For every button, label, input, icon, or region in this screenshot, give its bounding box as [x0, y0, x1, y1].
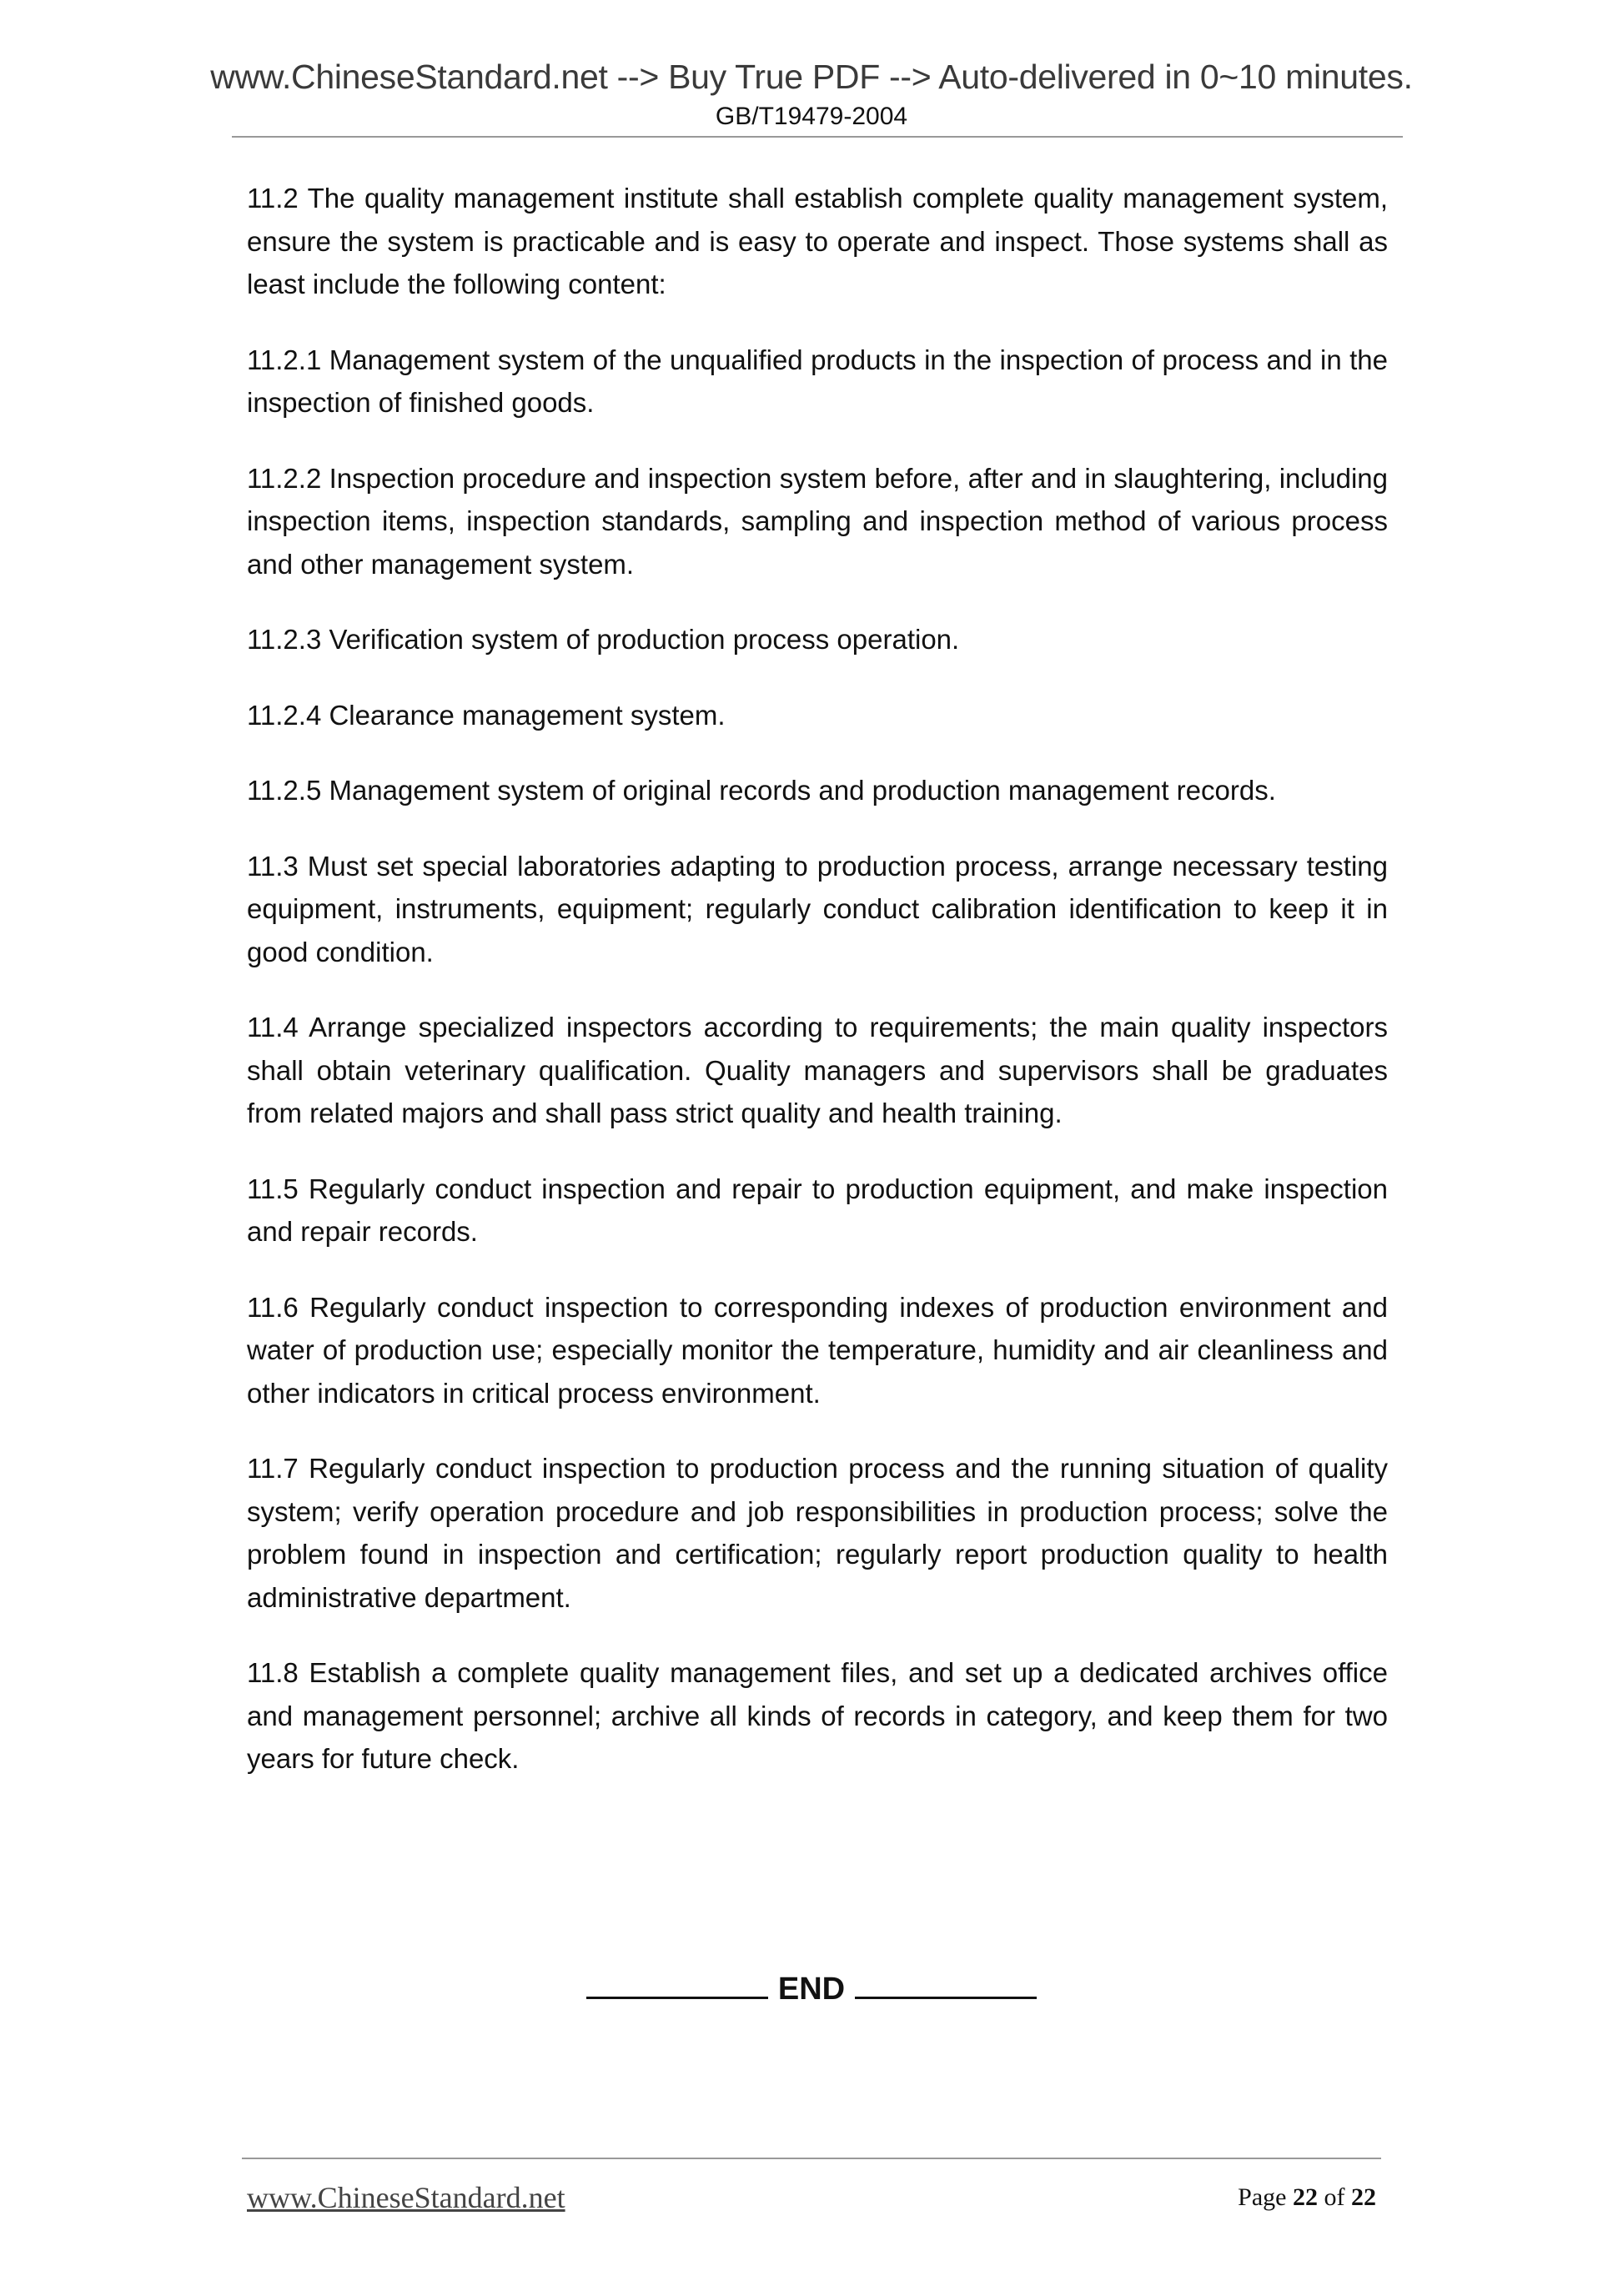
paragraph-11-5: 11.5 Regularly conduct inspection and repair to production equipment, and make inspection and repair records. [247, 1173, 1388, 1247]
paragraph-11-2-1: 11.2.1 Management system of the unqualified products in the inspection of process and in the inspection of finished goods. [247, 344, 1388, 418]
paragraph-11-2-4: 11.2.4 Clearance management system. [247, 699, 726, 731]
header-banner: www.ChineseStandard.net --> Buy True PDF --> Auto-delivered in 0~10 minutes. [210, 58, 1413, 96]
paragraph-11-7: 11.7 Regularly conduct inspection to production process and the running situation of quality system; verify operation procedure and job responsibilities in production process; solve the problem found in inspection and certification; regularly report production quality to health administrative department. [247, 1453, 1388, 1613]
header-divider [232, 136, 1403, 138]
page-current: 22 [1293, 2183, 1318, 2211]
document-body [247, 177, 1388, 1813]
paragraph-11-3: 11.3 Must set special laboratories adapting to production process, arrange necessary testing equipment, instruments, equipment; regularly conduct calibration identification to keep it in good condition. [247, 850, 1388, 967]
paragraph-11-2: 11.2 The quality management institute shall establish complete quality management system, ensure the system is practicable and is easy to operate and inspect. Those systems shall as least include the following content: [247, 183, 1388, 299]
paragraph-11-4: 11.4 Arrange specialized inspectors according to requirements; the main quality inspectors shall obtain veterinary qualification. Quality managers and supervisors shall be graduates from related majors and shall pass strict quality and health training. [247, 1012, 1388, 1128]
end-marker [0, 1970, 1623, 2007]
standard-code: GB/T19479-2004 [715, 103, 908, 130]
footer-divider [242, 2158, 1381, 2159]
paragraph-11-6: 11.6 Regularly conduct inspection to corresponding indexes of production environment and water of production use; especially monitor the temperature, humidity and air cleanliness and other indicators in critical process environment. [247, 1291, 1388, 1409]
footer-site-link[interactable]: www.ChineseStandard.net [247, 2181, 565, 2214]
end-label: END [777, 1972, 846, 2007]
paragraph-11-2-2: 11.2.2 Inspection procedure and inspection system before, after and in slaughtering, including inspection items, inspection standards, sampling and inspection method of various process and other management system. [247, 462, 1388, 580]
end-rule-left [586, 1970, 768, 1999]
end-rule-right [855, 1970, 1037, 1999]
paragraph-11-2-5: 11.2.5 Management system of original records and production management records. [247, 775, 1276, 806]
of-word: of [1324, 2183, 1345, 2211]
paragraph-11-2-3: 11.2.3 Verification system of production process operation. [247, 624, 960, 655]
page-word: Page [1238, 2183, 1287, 2211]
paragraph-11-8: 11.8 Establish a complete quality management files, and set up a dedicated archives office and management personnel; archive all kinds of records in category, and keep them for two years for future check. [247, 1657, 1388, 1774]
page-total: 22 [1351, 2183, 1376, 2211]
page-number [1238, 2183, 1376, 2212]
